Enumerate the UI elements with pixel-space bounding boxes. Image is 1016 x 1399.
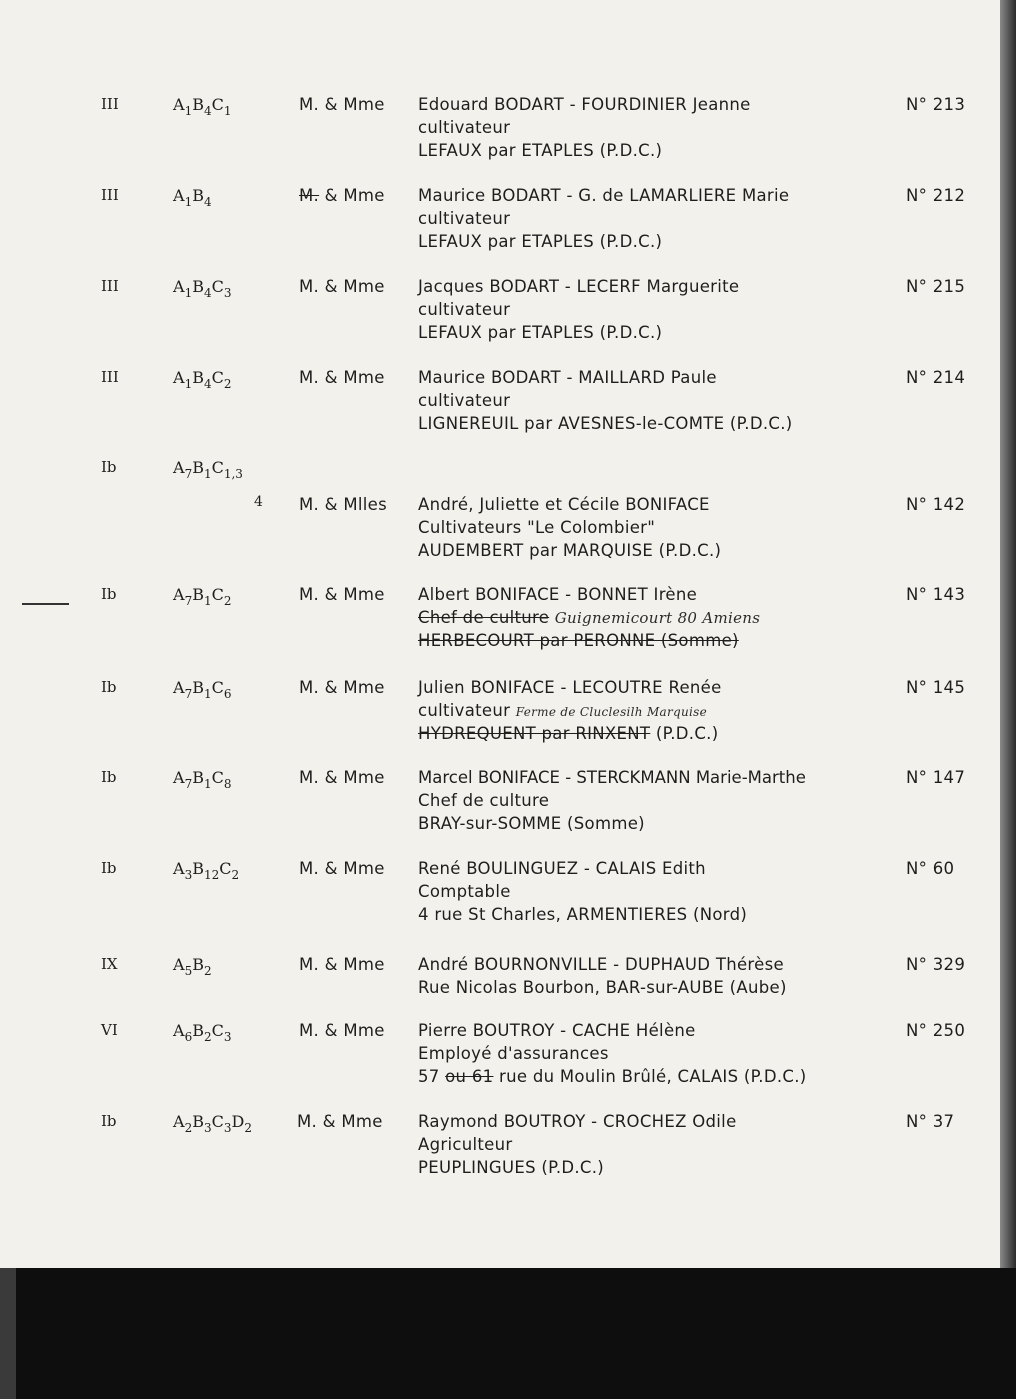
genealogy-code: $A_7B_1C_8$ <box>173 768 232 791</box>
name: Raymond BOUTROY - CROCHEZ Odile <box>418 1112 737 1131</box>
genealogy-code: $A_1B_4C_2$ <box>173 368 232 391</box>
entry-number: N° 212 <box>906 186 966 205</box>
address: LIGNEREUIL par AVESNES-le-COMTE (P.D.C.) <box>418 414 793 433</box>
name: Albert BONIFACE - BONNET Irène <box>418 585 698 604</box>
name: Pierre BOUTROY - CACHE Hélène <box>418 1021 696 1040</box>
entry-60 <box>0 859 1000 939</box>
title: M. & Mlles <box>299 495 387 514</box>
handwritten-address: Ferme de Cluclesilh Marquise <box>515 705 708 719</box>
name: Marcel BONIFACE - STERCKMANN Marie-Marthe <box>418 768 806 787</box>
entry-329 <box>0 955 1000 1005</box>
title: M. & Mme <box>299 768 385 787</box>
genealogy-code-continuation: 4 <box>254 494 263 510</box>
scanner-corner <box>0 1268 16 1399</box>
genealogy-code: $A_7B_1C_6$ <box>173 678 232 701</box>
class-label: Ib <box>101 768 117 786</box>
genealogy-code: $A_5B_2$ <box>173 955 212 978</box>
title: M. & Mme <box>299 1021 385 1040</box>
entry-142 <box>0 458 1000 568</box>
name: Edouard BODART - FOURDINIER Jeanne <box>418 95 751 114</box>
address: PEUPLINGUES (P.D.C.) <box>418 1158 605 1177</box>
class-label: Ib <box>101 859 117 877</box>
class-label: III <box>101 95 119 113</box>
title: M. & Mme <box>299 186 385 205</box>
name: André, Juliette et Cécile BONIFACE <box>418 495 710 514</box>
struck-address: HERBECOURT par PERONNE (Somme) <box>418 631 739 650</box>
genealogy-code: $A_7B_1C_2$ <box>173 585 232 608</box>
genealogy-code: $A_1B_4C_1$ <box>173 95 232 118</box>
address: LEFAUX par ETAPLES (P.D.C.) <box>418 323 663 342</box>
class-label: IX <box>101 955 118 973</box>
entry-number: N° 250 <box>906 1021 966 1040</box>
name: René BOULINGUEZ - CALAIS Edith <box>418 859 706 878</box>
entry-number: N° 147 <box>906 768 966 787</box>
address: AUDEMBERT par MARQUISE (P.D.C.) <box>418 541 722 560</box>
occupation: cultivateur <box>418 209 511 228</box>
name: Maurice BODART - G. de LAMARLIERE Marie <box>418 186 790 205</box>
occupation: Comptable <box>418 882 511 901</box>
entry-number: N° 215 <box>906 277 966 296</box>
struck-title: M. <box>299 186 320 205</box>
entry-145 <box>0 678 1000 758</box>
entry-212 <box>0 186 1000 266</box>
entry-number: N° 143 <box>906 585 966 604</box>
title: M. & Mme <box>299 277 385 296</box>
class-label: III <box>101 368 119 386</box>
occupation: cultivateur Ferme de Cluclesilh Marquise <box>418 701 708 720</box>
address: HYDREQUENT par RINXENT (P.D.C.) <box>418 724 719 743</box>
address: BRAY-sur-SOMME (Somme) <box>418 814 645 833</box>
entry-number: N° 145 <box>906 678 966 697</box>
entry-37 <box>0 1112 1000 1192</box>
entry-213 <box>0 95 1000 175</box>
title: M. & Mme <box>299 585 385 604</box>
genealogy-code: $A_7B_1C_{1,3}$ <box>173 458 243 481</box>
genealogy-code: $A_6B_2C_3$ <box>173 1021 232 1044</box>
genealogy-code: $A_1B_4$ <box>173 186 212 209</box>
occupation: Employé d'assurances <box>418 1044 609 1063</box>
genealogy-code: $A_2B_3C_3D_2$ <box>173 1112 252 1135</box>
struck-occupation: Chef de culture <box>418 608 550 627</box>
struck-number: ou 61 <box>445 1067 494 1086</box>
address: LEFAUX par ETAPLES (P.D.C.) <box>418 232 663 251</box>
name: Jacques BODART - LECERF Marguerite <box>418 277 740 296</box>
name: Julien BONIFACE - LECOUTRE Renée <box>418 678 722 697</box>
title: M. & Mme <box>299 678 385 697</box>
scanner-background <box>0 1268 1016 1399</box>
class-label: Ib <box>101 1112 117 1130</box>
class-label: III <box>101 277 119 295</box>
title: M. & Mme <box>299 368 385 387</box>
entry-number: N° 213 <box>906 95 966 114</box>
page-edge-shadow <box>1000 0 1016 1268</box>
entry-143 <box>0 585 1000 665</box>
struck-address: HYDREQUENT par RINXENT <box>418 724 651 743</box>
occupation: Chef de culture <box>418 791 550 810</box>
class-label: III <box>101 186 119 204</box>
genealogy-code: $A_1B_4C_3$ <box>173 277 232 300</box>
address: 57 ou 61 rue du Moulin Brûlé, CALAIS (P.D.C.) <box>418 1067 807 1086</box>
title: M. & Mme <box>297 1112 383 1131</box>
occupation: Cultivateurs "Le Colombier" <box>418 518 656 537</box>
entry-250 <box>0 1021 1000 1101</box>
occupation <box>418 608 760 627</box>
entry-number: N° 60 <box>906 859 955 878</box>
class-label: Ib <box>101 678 117 696</box>
entry-number: N° 142 <box>906 495 966 514</box>
occupation: cultivateur <box>418 118 511 137</box>
name: Maurice BODART - MAILLARD Paule <box>418 368 717 387</box>
title: M. & Mme <box>299 955 385 974</box>
occupation: cultivateur <box>418 391 511 410</box>
address: LEFAUX par ETAPLES (P.D.C.) <box>418 141 663 160</box>
class-label: Ib <box>101 458 117 476</box>
entry-number: N° 214 <box>906 368 966 387</box>
class-label: VI <box>101 1021 118 1039</box>
genealogy-code: $A_3B_{12}C_2$ <box>173 859 240 882</box>
entry-214 <box>0 368 1000 448</box>
occupation: cultivateur <box>418 300 511 319</box>
handwritten-address: Guignemicourt 80 Amiens <box>554 609 761 627</box>
class-label: Ib <box>101 585 117 603</box>
entry-number: N° 37 <box>906 1112 955 1131</box>
name: André BOURNONVILLE - DUPHAUD Thérèse <box>418 955 784 974</box>
title: M. & Mme <box>299 859 385 878</box>
entry-215 <box>0 277 1000 357</box>
address: 4 rue St Charles, ARMENTIERES (Nord) <box>418 905 748 924</box>
occupation: Agriculteur <box>418 1135 513 1154</box>
entry-number: N° 329 <box>906 955 966 974</box>
entry-147 <box>0 768 1000 848</box>
title: M. & Mme <box>299 95 385 114</box>
address: Rue Nicolas Bourbon, BAR-sur-AUBE (Aube) <box>418 978 787 997</box>
